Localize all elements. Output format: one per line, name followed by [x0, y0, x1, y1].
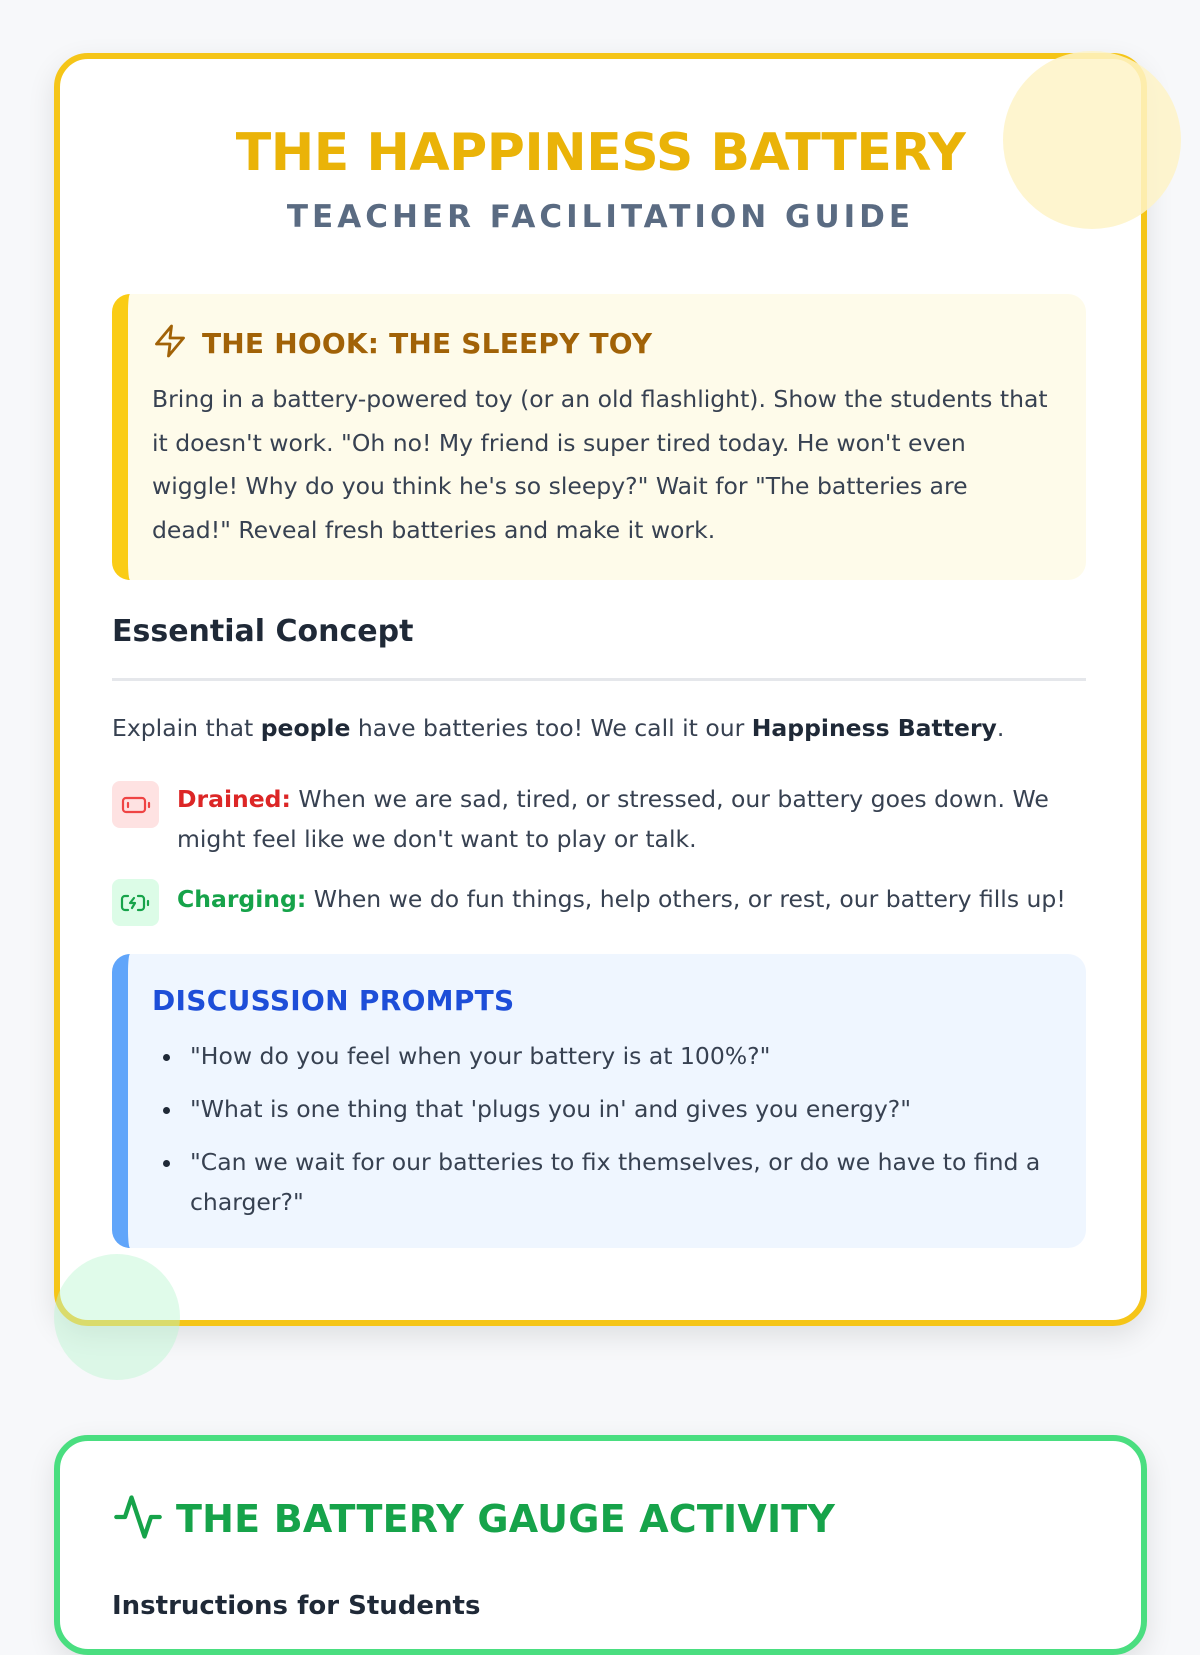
battery-gauge-activity-card: [54, 1435, 1147, 1655]
intro-bold-people: people: [260, 714, 351, 742]
lightning-bolt-icon: [152, 322, 188, 364]
activity-title: THE BATTERY GAUGE ACTIVITY: [176, 1497, 836, 1541]
hook-header: [152, 322, 652, 364]
pulse-icon: [112, 1491, 164, 1547]
battery-charging-icon: [112, 879, 159, 926]
discussion-prompts-callout: [112, 954, 1086, 1248]
battery-low-icon: [112, 781, 159, 828]
charging-description: [177, 879, 1077, 919]
intro-bold-happiness-battery: Happiness Battery: [751, 714, 997, 742]
activity-subheading: Instructions for Students: [112, 1591, 481, 1621]
discussion-prompts-list: [184, 1036, 1054, 1235]
essential-concept-heading: Essential Concept: [112, 614, 414, 649]
page-title: THE HAPPINESS BATTERY: [235, 123, 966, 183]
list-item: • "What is one thing that 'plugs you in' and gives you energy?": [184, 1089, 1054, 1129]
drained-text: When we are sad, tired, or stressed, our battery goes down. We might feel like we don't want to play or talk.: [177, 785, 1049, 853]
decorative-circle-green: [54, 1254, 180, 1380]
intro-prefix: Explain that: [112, 714, 261, 742]
drained-description: [177, 779, 1077, 859]
intro-suffix: .: [996, 714, 1005, 742]
charging-label: Charging:: [177, 885, 307, 913]
hook-text: Bring in a battery-powered toy (or an old flashlight). Show the students that it doesn't work. "Oh no! My friend is super tired today. He won't even wiggle! Why do you think he's so sleepy?" Wait for "The batteries are dead!" Reveal fresh batteries and make it work.: [152, 385, 1048, 544]
hook-title: THE HOOK: THE SLEEPY TOY: [202, 326, 653, 360]
page-subtitle: TEACHER FACILITATION GUIDE: [286, 199, 915, 235]
drained-label: Drained:: [177, 785, 291, 813]
section-divider: [112, 678, 1086, 681]
list-item: • "Can we wait for our batteries to fix themselves, or do we have to find a charger?": [184, 1142, 1054, 1222]
facilitation-guide-card: [54, 53, 1147, 1326]
hook-callout: [112, 294, 1086, 580]
activity-header: [112, 1491, 835, 1547]
list-item: • "How do you feel when your battery is at 100%?": [184, 1036, 1054, 1076]
discussion-prompts-title: DISCUSSION PROMPTS: [152, 984, 515, 1017]
charging-text: When we do fun things, help others, or rest, our battery fills up!: [306, 885, 1066, 913]
concept-intro: [112, 714, 1086, 742]
intro-middle: have batteries too! We call it our: [350, 714, 752, 742]
